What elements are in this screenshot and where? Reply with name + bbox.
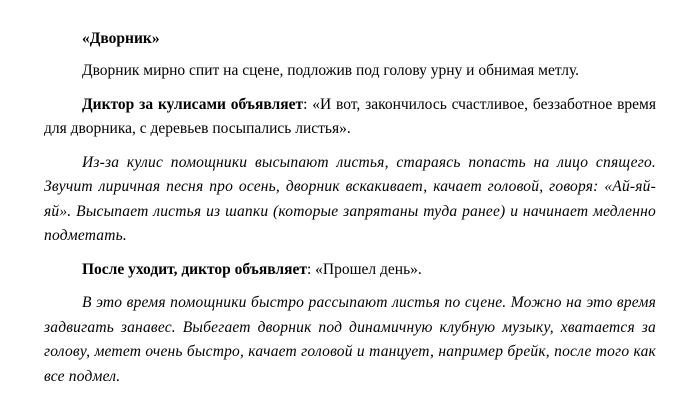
paragraph-2 [44,93,656,142]
paragraph-5-text: В это время помощники быстро рассыпают листья по сцене. Можно на это время задвигать занавес. Выбегает дворник под динамичную клубную музыку, хватается за голову, метет очень быстро, качает головой и танцует, например брейк, после того как все подмел. [44,294,656,385]
paragraph-1-text: Дворник мирно спит на сцене, подложив под голову урну и обнимая метлу. [82,62,580,80]
paragraph-5 [44,291,656,389]
paragraph-3 [44,151,656,249]
paragraph-4-lead: После уходит, диктор объявляет [82,260,307,278]
paragraph-2-lead: Диктор за кулисами объявляет [82,95,304,113]
paragraph-1 [44,59,656,83]
paragraph-3-text: Из-за кулис помощники высыпают листья, стараясь попасть на лицо спящего. Звучит лиричная песня про осень, дворник вскакивает, качает головой, говоря: «Ай-яй-яй». Высыпает листья из шапки (которые запрятаны туда ранее) и начинает медленно подметать. [44,153,656,245]
paragraph-4-text: : «Прошел день». [306,260,422,278]
paragraph-2-text: : «И вот, закончилось счастливое, беззаботное время для дворника, с деревьев посыпались листья». [44,95,656,138]
document-title: «Дворник» [82,29,160,47]
paragraph-4 [44,258,656,282]
